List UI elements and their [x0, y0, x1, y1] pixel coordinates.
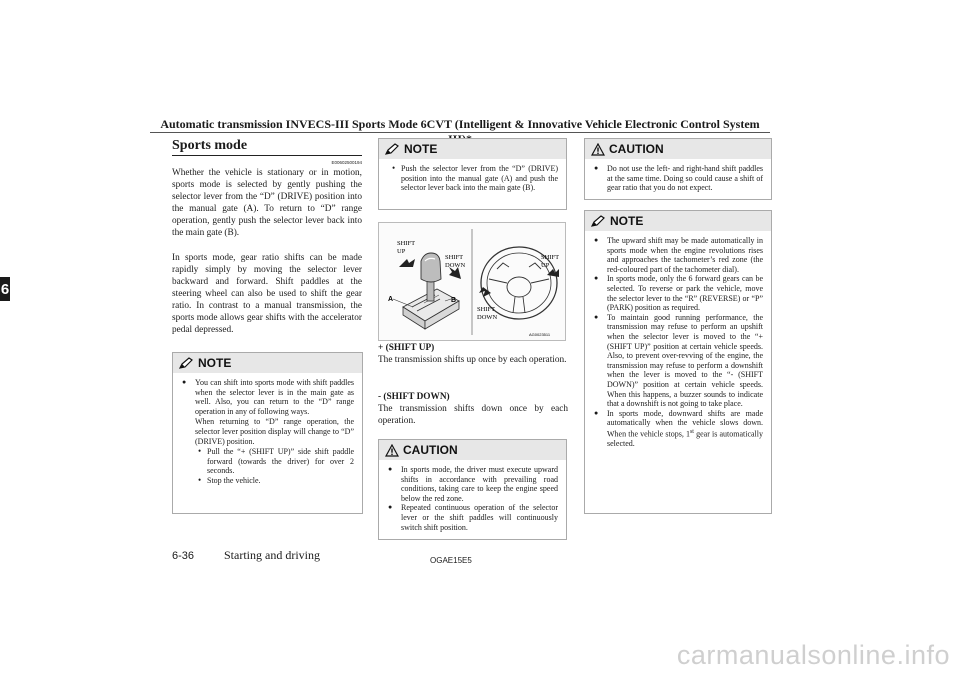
section-code: E00602500194 [331, 160, 362, 165]
page-header: Automatic transmission INVECS-III Sports Mode 6CVT (Intelligent & Innovative Vehicle Electronic Control System [160, 117, 760, 131]
note-box-3 [584, 210, 772, 514]
caution-label: CAUTION [403, 443, 458, 457]
note-label: NOTE [610, 214, 644, 228]
shift-illustration [378, 222, 566, 341]
lever-up-label-1: SHIFT [397, 240, 416, 247]
note-subitem: • Stop the vehicle. [197, 476, 354, 486]
note-box-1 [172, 352, 363, 514]
lever-down-label-1: SHIFT [445, 254, 464, 261]
shift-diagram [379, 223, 565, 340]
note-item [181, 378, 354, 486]
note-header [379, 139, 566, 159]
shift-up-text: The transmission shifts up once by each operation. [378, 355, 567, 365]
caution-header [379, 440, 566, 460]
lever-up-label-2: UP [397, 248, 406, 255]
chapter-tab: 6 [0, 277, 10, 301]
caution-item: ● Repeated continuous operation of the selector lever or the shift paddles will continuously switch shift position. [387, 503, 558, 532]
note-item-text: In sports mode, downward shifts are made automatically when the vehicle slows down. When the vehicle stops, 1 [607, 408, 763, 439]
note-item-text-end: gear is automatically selected. [607, 429, 764, 449]
shift-down-text: The transmission shifts down once by each operation. [378, 404, 568, 426]
section-title: Sports mode [172, 138, 248, 153]
sports-mode-paragraph: In sports mode, gear ratio shifts can be made rapidly simply by moving the selector lever backward and forward. Shift paddles at the steering wheel can also be used to shift the gear ratio. In contrast to a manual transmission, the sports mode allows gear shifts with the accelerator pedal depressed. [172, 253, 362, 335]
paddle-up-arrow [547, 269, 559, 277]
note-label: NOTE [404, 142, 438, 156]
caution-item: ● In sports mode, the driver must execute upward shifts in accordance with prevailing road conditions, taking care to keep the engine speed below the red zone. [387, 465, 558, 503]
shift-up-arrow [399, 259, 415, 267]
gate-a-label: A [388, 296, 394, 303]
watermark: carmanualsonline.info [676, 640, 950, 670]
note-pen-icon [591, 215, 606, 228]
shift-up-title: + (SHIFT UP) [378, 343, 435, 353]
caution-box-2 [584, 138, 772, 200]
footer-section: Starting and driving [224, 548, 320, 562]
page-number: 6-36 [172, 550, 195, 562]
note-subitem: • Push the selector lever from the “D” (DRIVE) position into the manual gate (A) and push the selector lever back into the main gate (B). [391, 164, 558, 193]
lever-down-label-2: DOWN [445, 262, 466, 269]
note-pen-icon [385, 143, 400, 156]
wheel-down-label-1: SHIFT [477, 306, 496, 313]
note-header [585, 211, 771, 231]
note-label: NOTE [198, 356, 232, 370]
note-item-text: ● You can shift into sports mode with shift paddles when the selector lever is in the main gate as well. Also, you can return to the “D” range operation in any of following ways. [195, 378, 354, 416]
section-rule [172, 155, 362, 156]
note-item: ● The upward shift may be made automatically in sports mode when the engine revolutions rises and approaches the tachometer’s red zone (the red-coloured part of the tachometer dial). [593, 236, 763, 274]
header-rule [150, 132, 770, 133]
wheel-up-label-2: UP [541, 262, 550, 269]
note-pen-icon [179, 357, 194, 370]
wheel-up-label-1: SHIFT [541, 254, 560, 261]
caution-box-1 [378, 439, 567, 540]
ordinal-suffix: st [689, 428, 694, 435]
note-box-2 [378, 138, 567, 210]
caution-item: ● Do not use the left- and right-hand shift paddles at the same time. Doing so could cause a shift of gear ratio that you do not expect. [593, 164, 763, 193]
gate-b-label: B [451, 297, 457, 304]
warning-triangle-icon [591, 143, 605, 156]
caution-header [585, 139, 771, 159]
footer-code: OGAE15E5 [430, 556, 472, 565]
note-item: ● In sports mode, only the 6 forward gears can be selected. To reverse or park the vehicle, move the selector lever to the “R” (REVERSE) or “P” (PARK) position as required. [593, 274, 763, 312]
note-item: ● To maintain good running performance, the transmission may refuse to perform an upshift when the selector lever is moved to the “+ (SHIFT UP)” position at certain vehicle speeds. Also, to prevent over-revving of the engine, the transmission may refuse to perform a downshift when the lever is moved to the “- (SHIFT DOWN)” position at certain vehicle speeds. When this happens, a buzzer sounds to indicate that a downshift is not going to take place. [593, 313, 763, 409]
intro-paragraph: Whether the vehicle is stationary or in motion, sports mode is selected by gently pushing the selector lever from the “D” (DRIVE) position into the manual gate (A). To return to “D” range operation, gently push the selector lever back into the main gate (B). [172, 168, 362, 238]
shift-down-title: - (SHIFT DOWN) [378, 392, 450, 402]
note-subitem: • Pull the “+ (SHIFT UP)” side shift paddle forward (towards the driver) for over 2 seconds. [197, 447, 354, 476]
illustration-code: AG0023511 [529, 332, 551, 337]
note-header [173, 353, 362, 373]
note-item [593, 409, 763, 449]
wheel-down-label-2: DOWN [477, 314, 498, 321]
caution-label: CAUTION [609, 142, 664, 156]
note-item-text-2: When returning to “D” range operation, the selector lever position display will change to “D” (DRIVE) position. [195, 417, 354, 446]
warning-triangle-icon [385, 444, 399, 457]
